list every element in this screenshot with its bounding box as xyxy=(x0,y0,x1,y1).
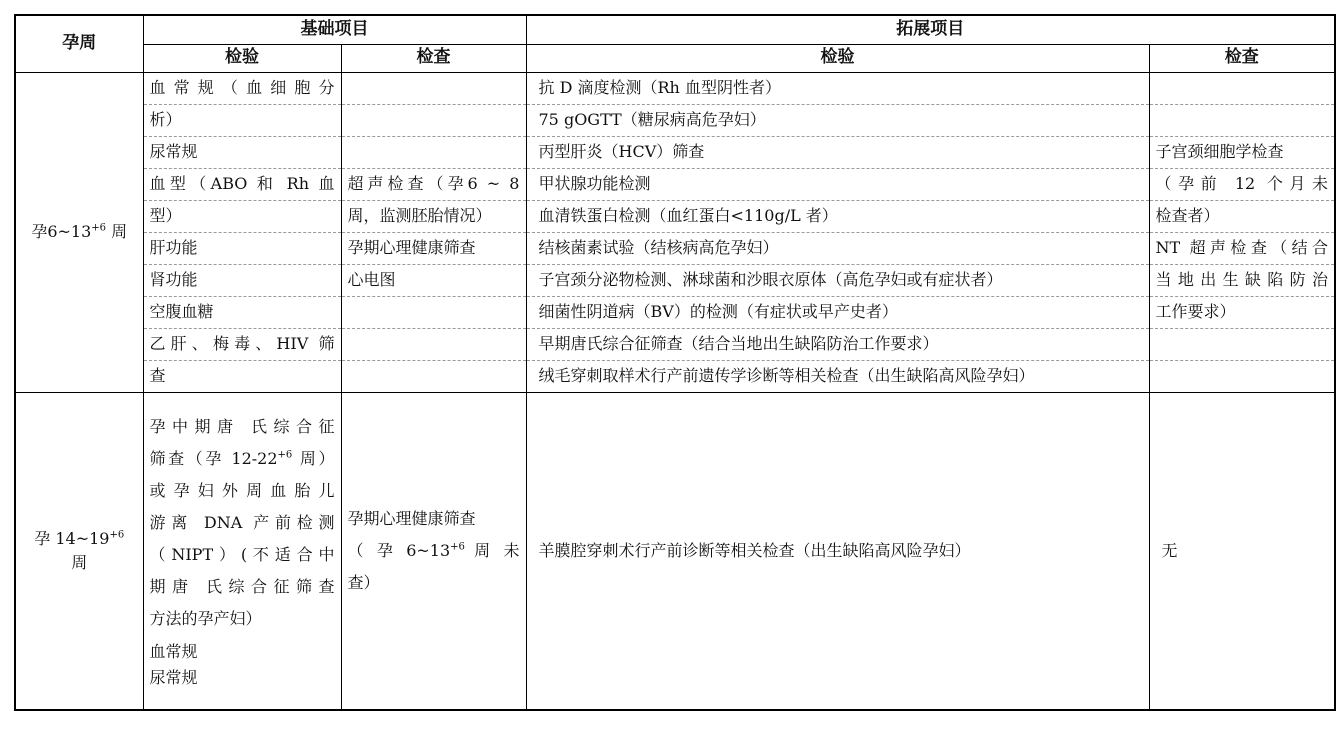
ext-test-cell: 抗 D 滴度检测（Rh 血型阴性者） xyxy=(526,72,1149,104)
week-cell-14-19: 孕 $14\sim 19^{+6}$ 周 xyxy=(15,392,143,710)
ext-exam-cell: （孕前 12 个月未 xyxy=(1149,168,1335,200)
basic-test-cell: 血常规（血细胞分 xyxy=(143,72,341,104)
header-ext-test: 检验 xyxy=(526,44,1149,72)
header-basic: 基础项目 xyxy=(143,15,526,44)
section-1-body xyxy=(15,72,1335,392)
ext-exam-cell-14-19: 无 xyxy=(1149,392,1335,710)
basic-test-cell: 乙肝、梅毒、HIV 筛 xyxy=(143,328,341,360)
ext-exam-cell: 子宫颈细胞学检查 xyxy=(1149,136,1335,168)
basic-test-cell: 血型（ABO 和 Rh 血 xyxy=(143,168,341,200)
basic-test-line: 孕中期唐 氏综合征 xyxy=(149,416,335,436)
basic-test-cell: 析） xyxy=(143,104,341,136)
basic-test-line: 方法的孕产妇） xyxy=(149,608,262,628)
ext-exam-cell xyxy=(1149,72,1335,104)
basic-test-line: 尿常规 xyxy=(149,667,198,687)
ext-exam-cell xyxy=(1149,360,1335,392)
header-extended: 拓展项目 xyxy=(526,15,1335,44)
basic-test-cell: 肝功能 xyxy=(143,232,341,264)
basic-test-line: 筛查（孕 $12-22^{+6}$ 周） xyxy=(149,448,335,468)
basic-exam-cell xyxy=(341,328,526,360)
ext-exam-cell xyxy=(1149,328,1335,360)
prenatal-exam-table xyxy=(14,14,1336,711)
basic-test-cell: 查 xyxy=(143,360,341,392)
basic-exam-cell xyxy=(341,136,526,168)
basic-test-cell: 型） xyxy=(143,200,341,232)
basic-exam-cell: 孕期心理健康筛查 xyxy=(341,232,526,264)
ext-test-cell: 甲状腺功能检测 xyxy=(526,168,1149,200)
basic-exam-cell xyxy=(341,296,526,328)
ext-exam-cell: NT 超声检查（结合 xyxy=(1149,232,1335,264)
ext-test-cell: 细菌性阴道病（BV）的检测（有症状或早产史者） xyxy=(526,296,1149,328)
basic-exam-cell-14-19: 孕期心理健康筛查 （ 孕 $6\sim 13^{+6}$ 周 未 查） xyxy=(341,392,526,710)
basic-exam-cell: 超声检查（孕6 ~ 8 xyxy=(341,168,526,200)
basic-exam-cell: 心电图 xyxy=(341,264,526,296)
basic-test-cell: 尿常规 xyxy=(143,136,341,168)
basic-exam-cell: 周，监测胚胎情况） xyxy=(341,200,526,232)
basic-exam-cell xyxy=(341,72,526,104)
header-basic-test: 检验 xyxy=(143,44,341,72)
basic-test-line: 期唐 氏综合征筛查 xyxy=(149,576,335,596)
ext-test-cell: 结核菌素试验（结核病高危孕妇） xyxy=(526,232,1149,264)
basic-test-line: 游离 DNA 产前检测 xyxy=(149,512,335,532)
basic-test-line: 血常规 xyxy=(149,641,198,661)
section-2-body xyxy=(15,392,1335,710)
basic-test-cell: 空腹血糖 xyxy=(143,296,341,328)
ext-test-cell: 绒毛穿刺取样术行产前遗传学诊断等相关检查（出生缺陷高风险孕妇） xyxy=(526,360,1149,392)
ext-test-cell: 血清铁蛋白检测（血红蛋白<110g/L 者） xyxy=(526,200,1149,232)
basic-exam-cell xyxy=(341,360,526,392)
header-basic-exam: 检查 xyxy=(341,44,526,72)
ext-exam-cell: 当地出生缺陷防治 xyxy=(1149,264,1335,296)
ext-test-cell: 75 gOGTT（糖尿病高危孕妇） xyxy=(526,104,1149,136)
basic-test-line: （NIPT）(不适合中 xyxy=(149,544,335,564)
ext-exam-cell: 检查者） xyxy=(1149,200,1335,232)
basic-exam-cell xyxy=(341,104,526,136)
basic-test-cell-14-19 xyxy=(143,392,341,710)
header-week: 孕周 xyxy=(15,15,143,72)
prenatal-exam-table-wrapper xyxy=(14,14,1334,711)
ext-exam-cell xyxy=(1149,104,1335,136)
ext-test-cell: 丙型肝炎（HCV）筛查 xyxy=(526,136,1149,168)
ext-test-cell-14-19: 羊膜腔穿刺术行产前诊断等相关检查（出生缺陷高风险孕妇） xyxy=(526,392,1149,710)
header-ext-exam: 检查 xyxy=(1149,44,1335,72)
basic-test-cell: 肾功能 xyxy=(143,264,341,296)
basic-test-line: 或孕妇外周血胎儿 xyxy=(149,480,335,500)
ext-test-cell: 子宫颈分泌物检测、淋球菌和沙眼衣原体（高危孕妇或有症状者） xyxy=(526,264,1149,296)
ext-test-cell: 早期唐氏综合征筛查（结合当地出生缺陷防治工作要求） xyxy=(526,328,1149,360)
week-cell-6-13: 孕$6\sim 13^{+6}$ 周 xyxy=(15,72,143,392)
ext-exam-cell: 工作要求） xyxy=(1149,296,1335,328)
